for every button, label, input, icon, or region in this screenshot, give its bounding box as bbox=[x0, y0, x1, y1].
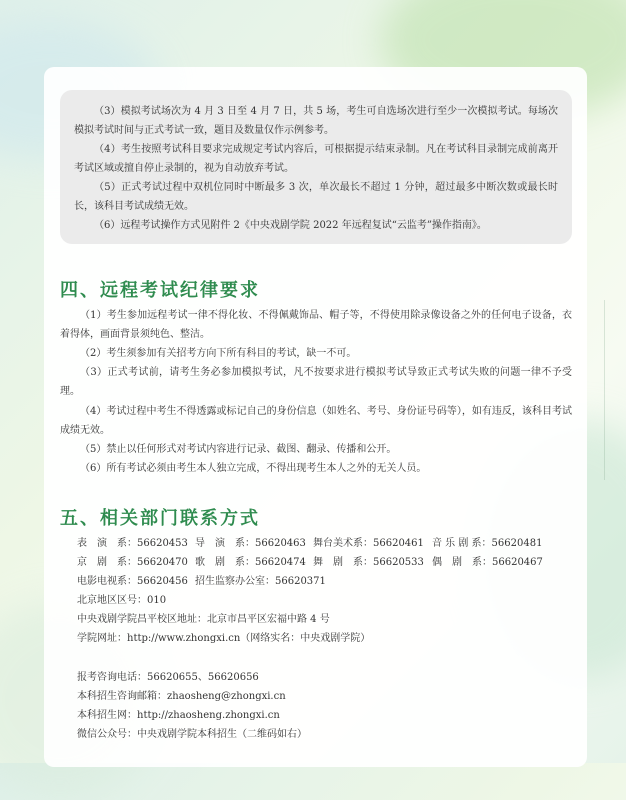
discipline-item-6: （6）所有考试必须由考生本人独立完成，不得出现考生本人之外的无关人员。 bbox=[80, 463, 427, 474]
dept-phone: 表 演 系：56620453 bbox=[77, 538, 188, 549]
dept-phone: 导 演 系：56620463 bbox=[195, 538, 306, 549]
dept-phone: 偶 剧 系：56620467 bbox=[432, 557, 543, 568]
dept-phone: 舞 剧 系：56620533 bbox=[313, 557, 424, 568]
discipline-item-4: （4）考试过程中考生不得透露或标记自己的身份信息（如姓名、考号、身份证号码等），如有违反，该科目考试成绩无效。 bbox=[60, 406, 572, 437]
dept-phone: 舞台美术系：56620461 bbox=[313, 538, 424, 549]
discipline-item-1: （1）考生参加远程考试一律不得化妆、不得佩戴饰品、帽子等，不得使用除录像设备之外的任何电子设备，衣着得体，画面背景须纯色、整洁。 bbox=[60, 310, 572, 341]
dept-phone: 招生监察办公室：56620371 bbox=[195, 576, 326, 587]
consult-email[interactable]: 本科招生咨询邮箱：zhaosheng@zhongxi.cn bbox=[77, 691, 286, 702]
campus-address: 中央戏剧学院昌平校区地址：北京市昌平区宏福中路 4 号 bbox=[77, 614, 330, 625]
exam-notes-box bbox=[60, 90, 572, 244]
dept-phone: 电影电视系：56620456 bbox=[77, 576, 188, 587]
exam-note-4: （4）考生按照考试科目要求完成规定考试内容后，可根据提示结束录制。凡在考试科目录制完成前离开考试区域或擅自停止录制的，视为自动放弃考试。 bbox=[74, 144, 558, 175]
area-code: 北京地区区号：010 bbox=[77, 595, 167, 606]
exam-note-6: （6）远程考试操作方式见附件 2《中央戏剧学院 2022 年远程复试“云监考”操作指南》。 bbox=[94, 220, 487, 231]
decorative-line bbox=[604, 300, 605, 480]
dept-phone: 歌 剧 系：56620474 bbox=[195, 557, 306, 568]
dept-phone: 京 剧 系：56620470 bbox=[77, 557, 188, 568]
discipline-item-5: （5）禁止以任何形式对考试内容进行记录、截图、翻录、传播和公开。 bbox=[80, 444, 397, 455]
admission-site-link[interactable]: 本科招生网：http://zhaosheng.zhongxi.cn bbox=[77, 710, 280, 721]
exam-note-3: （3）模拟考试场次为 4 月 3 日至 4 月 7 日，共 5 场，考生可自选场次进行至少一次模拟考试。每场次模拟考试时间与正式考试一致，题目及数量仅作示例参考。 bbox=[74, 106, 558, 137]
dept-phone: 音 乐 剧 系：56620481 bbox=[432, 538, 543, 549]
website-link[interactable]: 学院网址：http://www.zhongxi.cn（网络实名：中央戏剧学院） bbox=[77, 633, 371, 644]
discipline-item-2: （2）考生须参加有关招考方向下所有科目的考试，缺一不可。 bbox=[80, 348, 357, 359]
section-4-title: 四、远程考试纪律要求 bbox=[60, 280, 260, 301]
wechat-account: 微信公众号：中央戏剧学院本科招生（二维码如右） bbox=[77, 729, 307, 740]
discipline-item-3: （3）正式考试前，请考生务必参加模拟考试，凡不按要求进行模拟考试导致正式考试失败的问题一律不予受理。 bbox=[60, 367, 572, 398]
exam-note-5: （5）正式考试过程中双机位同时中断最多 3 次，单次最长不超过 1 分钟，超过最多中断次数或最长时长，该科目考试成绩无效。 bbox=[74, 182, 558, 213]
consult-phone: 报考咨询电话：56620655、56620656 bbox=[77, 672, 259, 683]
section-5-title: 五、相关部门联系方式 bbox=[60, 508, 260, 529]
